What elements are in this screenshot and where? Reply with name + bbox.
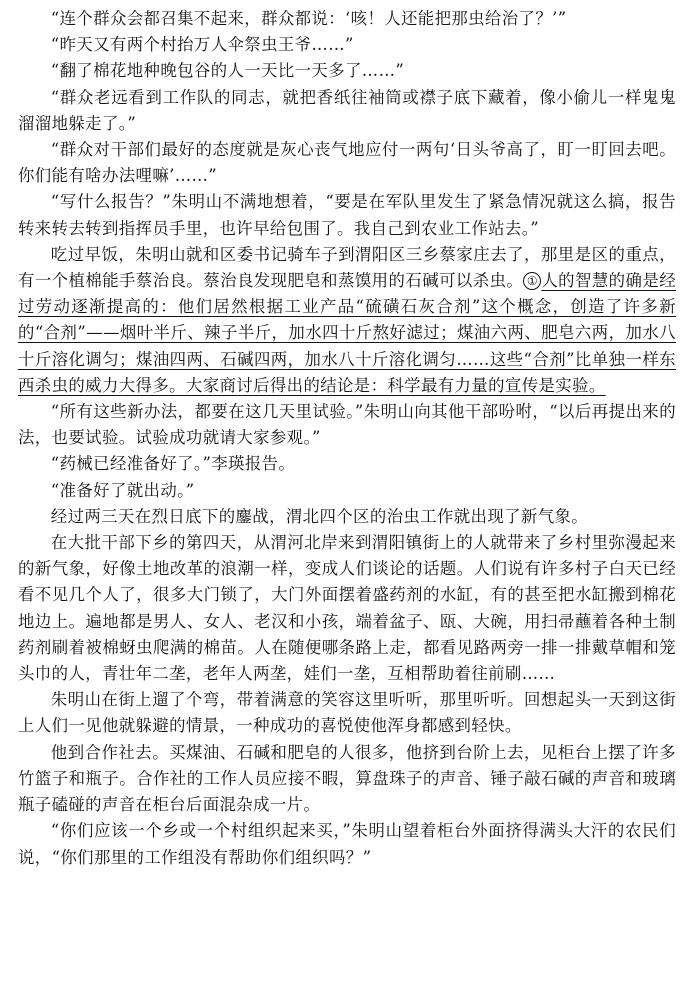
paragraph-3: “翻了棉花地种晚包谷的人一天比一天多了……” [50, 61, 405, 81]
paragraph-9: “药械已经准备好了。”李瑛报告。 [50, 454, 296, 474]
paragraph-4: “群众老远看到工作队的同志，就把香纸往袖筒或襟子底下藏着，像小偷儿一样鬼鬼溜溜地躲走了。” [18, 87, 676, 133]
paragraph-1: “连个群众会都召集不起来，群众都说：‘咳！人还能把那虫给治了？’” [50, 9, 567, 28]
paragraph-11: 经过两三天在烈日底下的鏖战，渭北四个区的治虫工作就出现了新气象。 [50, 506, 589, 526]
paragraph-7 [18, 242, 676, 399]
paragraph-7-text: 吃过早饭，朱明山就和区委书记骑车子到渭阳区三乡蔡家庄去了，那里是区的重点，有一个植棉能手蔡治良。蔡治良发现肥皂和蒸馍用的石碱可以杀虫。 [18, 244, 676, 291]
annotation-mark: ① [523, 272, 541, 290]
paragraph-6: “写什么报告？”朱明山不满地想着，“要是在军队里发生了紧急情况就这么搞，报告转来转去转到指挥员手里，也许早给包围了。我自己到农业工作站去。” [18, 192, 676, 238]
paragraph-8: “所有这些新办法，都要在这几天里试验。”朱明山向其他干部吩咐，“以后再提出来的法，也要试验。试验成功就请大家参观。” [18, 402, 676, 448]
paragraph-14: 他到合作社去。买煤油、石碱和肥皂的人很多，他挤到台阶上去，见柜台上摆了许多竹篮子和瓶子。合作社的工作人员应接不暇，算盘珠子的声音、锤子敲石碱的声音和玻璃瓶子磕碰的声音在柜台后面混杂成一片。 [18, 742, 676, 815]
paragraph-5: “群众对干部们最好的态度就是灰心丧气地应付一两句‘日头爷高了，盯一盯回去吧。你们能有啥办法哩嘛’……” [18, 140, 676, 186]
underlined-passage: 人的智慧的确是经过劳动逐渐提高的：他们居然根据工业产品“硫磺石灰合剂”这个概念，创造了许多新的“合剂”——烟叶半斤、辣子半斤，加水四十斤熬好滤过；煤油六两、肥皂六两，加水八十斤溶化调匀；煤油四两、石碱四两，加水八十斤溶化调匀……这些“合剂”比单独一样东西杀虫的威力大得多。大家商讨后得出的结论是：科学最有力量的宣传是实验。 [18, 271, 677, 395]
paragraph-12: 在大批干部下乡的第四天，从渭河北岸来到渭阳镇街上的人就带来了乡村里弥漫起来的新气象，好像土地改革的浪潮一样，变成人们谈论的话题。人们说有许多村子白天已经看不见几个人了，很多大门锁了，大门外面摆着盛药剂的水缸，有的甚至把水缸搬到棉花地边上。遍地都是男人、女人、老汉和小孩，端着盆子、瓯、大碗，用扫帚蘸着各种土制药剂刷着被棉蚜虫爬满的棉苗。人在随便哪条路上走，都看见路两旁一排一排戴草帽和笼头巾的人，青壮年二垄，老年人两垄，娃们一垄，互相帮助着往前刷…… [18, 533, 676, 684]
paragraph-15: “你们应该一个乡或一个村组织起来买，”朱明山望着柜台外面挤得满头大汗的农民们说，“你们那里的工作组没有帮助你们组织吗？” [18, 821, 676, 867]
paragraph-10: “准备好了就出动。” [50, 480, 195, 500]
paragraph-13: 朱明山在街上遛了个弯，带着满意的笑容这里听听，那里听听。回想起头一天到这街上人们一见他就躲避的情景，一种成功的喜悦使他浑身都感到轻快。 [18, 690, 676, 736]
paragraph-2: “昨天又有两个村抬万人伞祭虫王爷……” [50, 35, 354, 55]
